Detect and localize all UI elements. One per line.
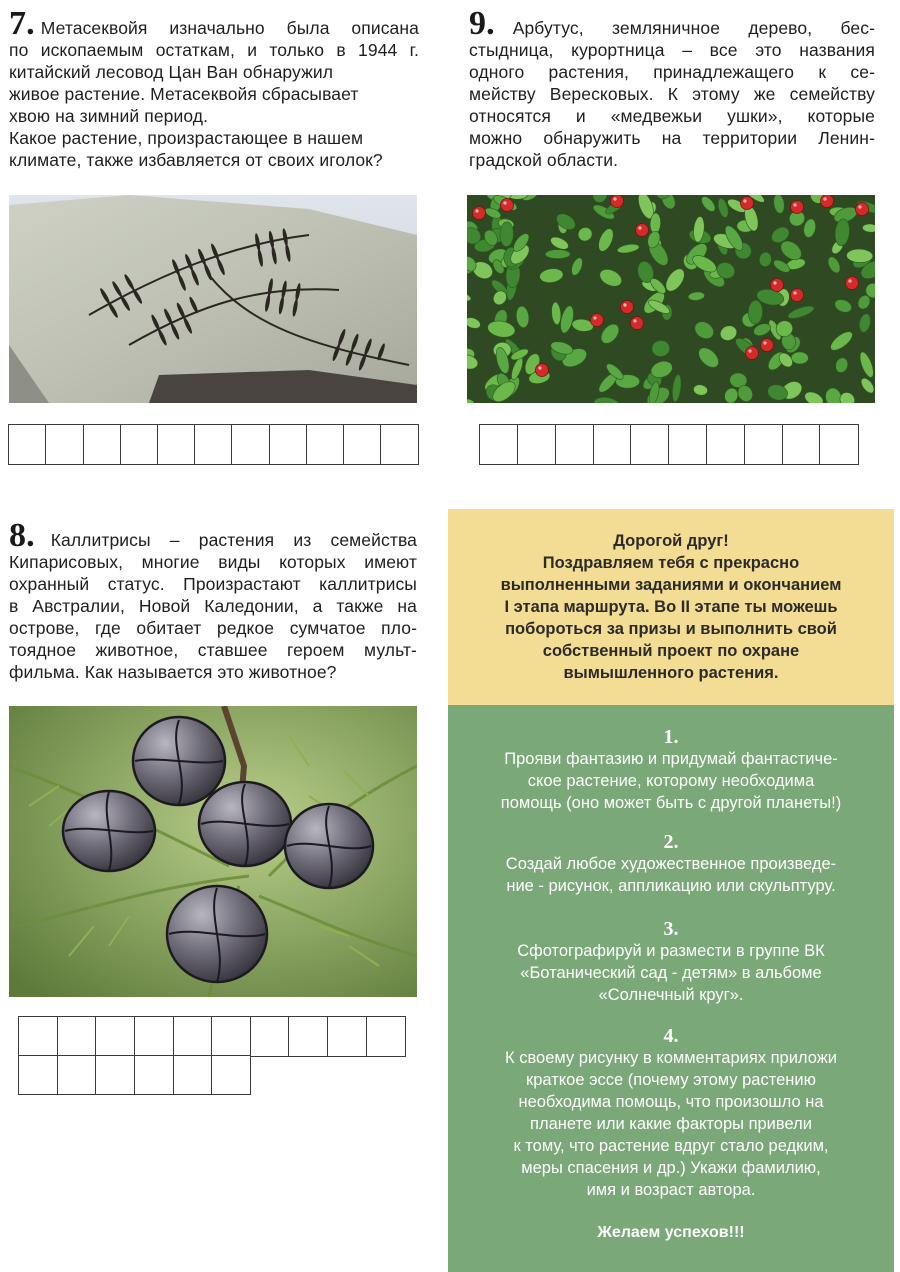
- answer-cell[interactable]: [134, 1055, 174, 1096]
- answer-cell[interactable]: [380, 424, 419, 465]
- step-number: 2.: [663, 831, 679, 853]
- answer-cell[interactable]: [555, 424, 594, 465]
- answer-cell[interactable]: [18, 1016, 58, 1057]
- question-8-text: 8. Каллитрисы – растения из семейства Кипарисовых, многие виды которых имеют охранный статус. Произрастают каллитрисы в Австралии, Новой Каледонии, а также на острове, где обитает редкое сумчатое пло- тоядное животное, ставшее героем мульт- фильма. Как называется это животное?: [9, 517, 417, 682]
- callitris-cones-photo: [9, 706, 417, 997]
- answer-cell[interactable]: [269, 424, 308, 465]
- answer-cell[interactable]: [157, 424, 196, 465]
- bearberry-photo: [467, 195, 875, 403]
- answer-cell[interactable]: [173, 1016, 213, 1057]
- answer-cell[interactable]: [173, 1055, 213, 1096]
- answer-cell[interactable]: [211, 1055, 251, 1096]
- answer-cell[interactable]: [8, 424, 47, 465]
- step-number: 1.: [663, 726, 679, 748]
- answer-cell[interactable]: [57, 1055, 97, 1096]
- answer-cell[interactable]: [327, 1016, 367, 1057]
- greeting-line: собственный проект по охране: [542, 642, 800, 660]
- steps-panel: [448, 705, 894, 1272]
- greeting-line: Поздравляем тебя с прекрасно: [542, 554, 800, 572]
- answer-cell[interactable]: [95, 1016, 135, 1057]
- question-8-number: 8.: [9, 517, 35, 554]
- answer-cell[interactable]: [819, 424, 858, 465]
- step-number: 4.: [663, 1025, 679, 1047]
- answer-cell[interactable]: [630, 424, 669, 465]
- question-7-text: 7. Метасеквойя изначально была описана по ископаемым остаткам, и только в 1944 г. китайский лесовод Цан Ван обнаружил живое растение. Метасеквойя сбрасывает хвою на зимний период. Какое растение, произрастающее в нашем климате, также избавляется от своих иголок?: [9, 5, 419, 170]
- step-4: 4. К своему рисунку в комментариях приложи краткое эссе (почему этому растению необходима помощь, что произошло на планете или какие факторы привели к тому, что растение вдруг стало редким, меры спасения и др.) Укажи фамилию, имя и возраст автора.: [448, 1025, 894, 1201]
- step-2: 2. Создай любое художественное произведе- ние - рисунок, аппликацию или скульптуру.: [448, 831, 894, 897]
- answer-cell[interactable]: [668, 424, 707, 465]
- answer-grid-9: [480, 425, 858, 464]
- answer-cell[interactable]: [593, 424, 632, 465]
- answer-cell[interactable]: [366, 1016, 406, 1057]
- answer-cell[interactable]: [782, 424, 821, 465]
- answer-cell[interactable]: [211, 1016, 251, 1057]
- answer-cell[interactable]: [57, 1016, 97, 1057]
- answer-cell[interactable]: [744, 424, 783, 465]
- step-1: 1. Прояви фантазию и придумай фантастиче- ское растение, которому необходима помощь (оно может быть с другой планеты!): [448, 726, 894, 814]
- answer-cell[interactable]: [83, 424, 122, 465]
- greeting-line: I этапа маршрута. Во II этапе ты можешь: [504, 598, 838, 616]
- answer-cell[interactable]: [479, 424, 518, 465]
- answer-grid-8-row-2: [19, 1056, 251, 1095]
- answer-cell[interactable]: [18, 1055, 58, 1096]
- answer-cell[interactable]: [288, 1016, 328, 1057]
- answer-cell[interactable]: [231, 424, 270, 465]
- greeting-panel: [448, 509, 894, 705]
- answer-grid-8-row-1: [19, 1017, 405, 1056]
- step-3: 3. Сфотографируй и размести в группе ВК «Ботанический сад - детям» в альбоме «Солнечный круг».: [448, 918, 894, 1006]
- greeting-line: побороться за призы и выполнить свой: [505, 620, 837, 638]
- question-9-number: 9.: [469, 5, 495, 42]
- step-number: 3.: [663, 918, 679, 940]
- greeting-line: вымышленного растения.: [563, 664, 779, 682]
- answer-grid-7: [9, 425, 418, 464]
- answer-cell[interactable]: [45, 424, 84, 465]
- greeting-line: выполненными заданиями и окончанием: [500, 576, 842, 594]
- good-luck-text: Желаем успехов!!!: [597, 1224, 745, 1241]
- fossil-metasequoia-photo: [9, 195, 417, 403]
- question-9-text: 9. Арбутус, земляничное дерево, бес- стыдница, курортница – все это названия одного растения, принадлежащего к се- мейству Вересковых. К этому же семейству относятся и «медвежьи ушки», которые можно обнаружить на территории Ленин- градской области.: [469, 5, 875, 170]
- greeting-line: Дорогой друг!: [613, 532, 729, 550]
- question-7-number: 7.: [9, 5, 35, 42]
- answer-cell[interactable]: [306, 424, 345, 465]
- answer-cell[interactable]: [134, 1016, 174, 1057]
- answer-cell[interactable]: [250, 1016, 290, 1057]
- answer-cell[interactable]: [194, 424, 233, 465]
- answer-cell[interactable]: [95, 1055, 135, 1096]
- answer-cell[interactable]: [120, 424, 159, 465]
- answer-cell[interactable]: [517, 424, 556, 465]
- answer-cell[interactable]: [343, 424, 382, 465]
- answer-cell[interactable]: [706, 424, 745, 465]
